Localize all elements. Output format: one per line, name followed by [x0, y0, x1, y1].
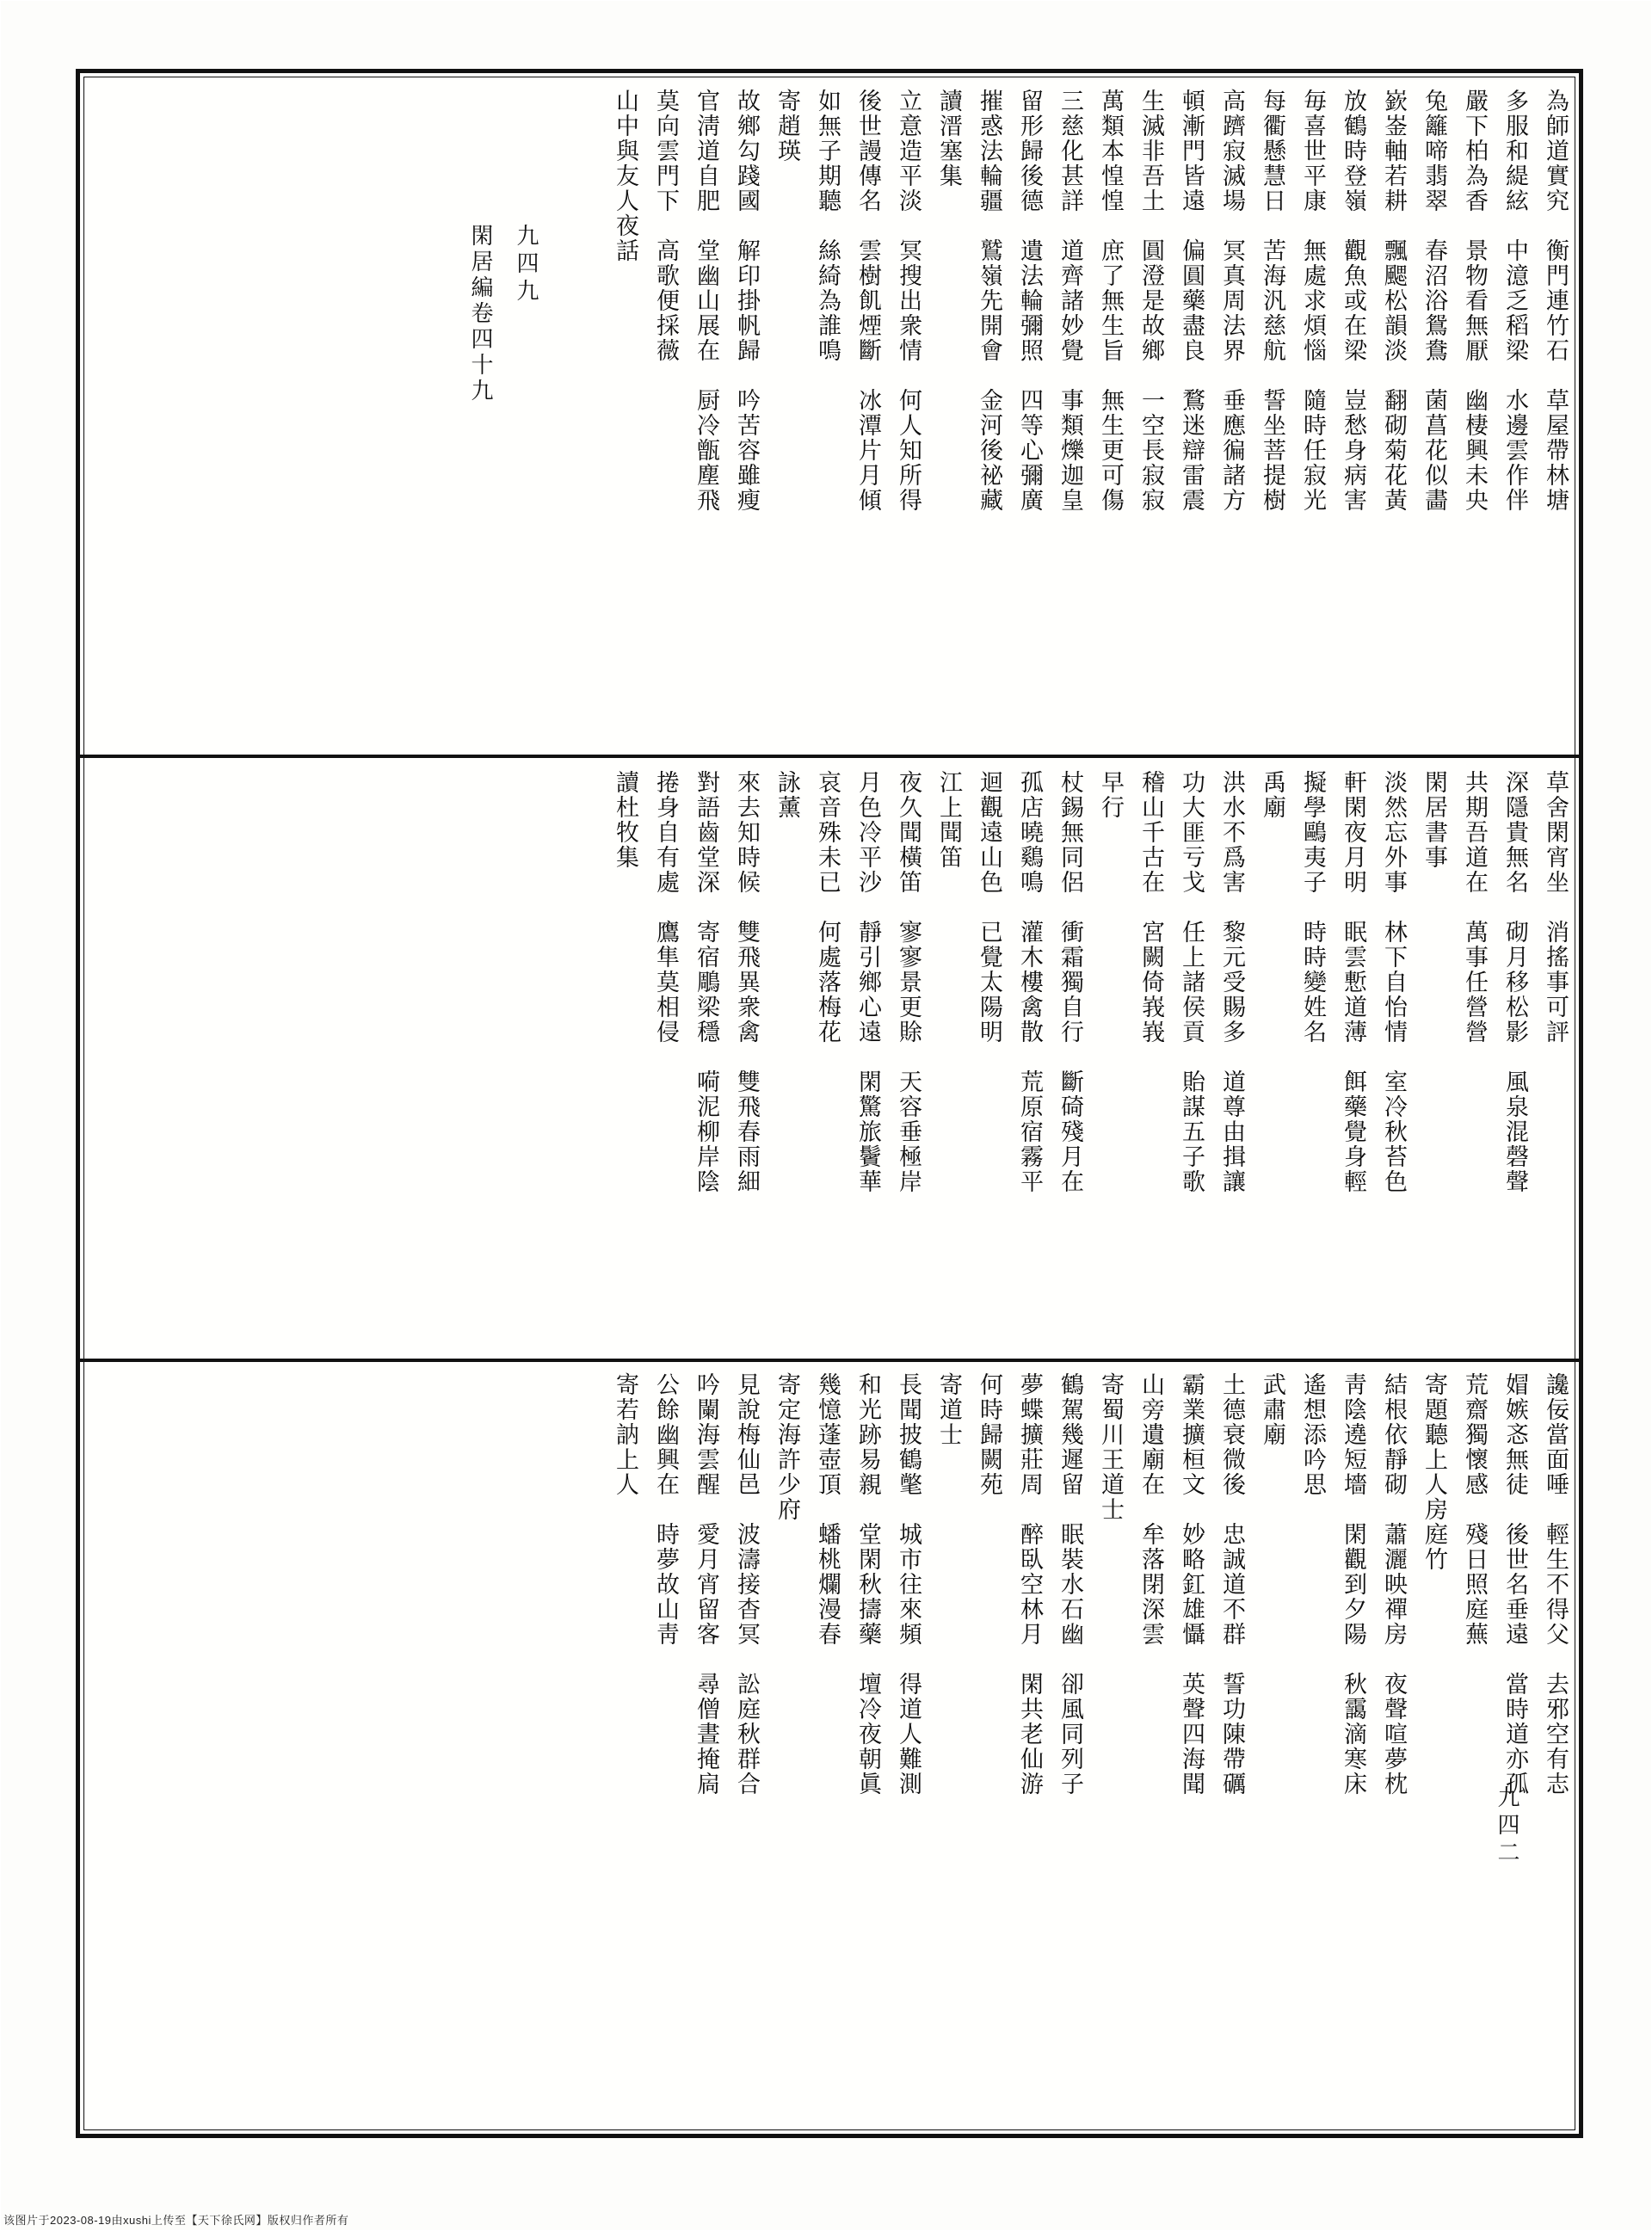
text-column: 毎喜世平康 無處求煩惱 隨時任寂光 — [1299, 89, 1326, 513]
register-1 — [80, 80, 1579, 751]
text-column: 嚴下柏為香 景物看無厭 幽棲興未央 — [1461, 89, 1488, 513]
page-number-bottom: 九四二 — [1494, 1785, 1519, 1868]
text-column: 杖錫無同侶 衝霜獨自行 斷碕殘月在 — [1057, 770, 1083, 1194]
text-column: 荒齋獨懷感 殘日照庭蕪 — [1461, 1372, 1488, 1697]
text-column: 和光跡易親 堂閑秋擣藥 壇冷夜朝眞 — [854, 1372, 881, 1797]
text-column: 鶴駕幾遲留 眠裝水石幽 卻風同列子 — [1057, 1372, 1083, 1797]
register-divider-2 — [80, 1359, 1579, 1362]
text-column: 孤店曉鷄鳴 灌木樓禽散 荒原宿霧平 — [1016, 770, 1043, 1194]
text-column: 月色冷平沙 靜引鄉心遠 閑驚旅鬢華 — [854, 770, 881, 1194]
text-column: 為師道實究 衡門連竹石 草屋帶林塘 — [1542, 89, 1569, 513]
text-column: 功大匪亏戈 任上諸侯貢 貽謀五子歌 — [1178, 770, 1205, 1194]
text-column: 寄定海許少府 — [774, 1372, 800, 1622]
text-column: 莫向雲門下 高歌便採薇 — [652, 89, 679, 413]
text-column: 洪水不爲害 黎元受賜多 道尊由揖讓 — [1218, 770, 1245, 1194]
text-column: 留形歸後德 遺法輪彌照 四等心彌廣 — [1016, 89, 1043, 513]
text-column: 立意造平淡 冥搜出衆情 何人知所得 — [895, 89, 922, 513]
text-column: 長聞披鶴氅 城市往來頻 得道人難測 — [895, 1372, 922, 1797]
text-column: 閑居書事 — [1421, 770, 1447, 995]
text-column: 媢嫉忞無徒 後世名垂遠 當時道亦孤 — [1501, 1372, 1528, 1797]
text-column: 頓漸門皆遠 偏圓藥盡良 鶩迷辯雷震 — [1178, 89, 1205, 513]
text-column: 嶔崟軸若耕 飄颸松韻淡 翻砌菊花黃 — [1380, 89, 1407, 513]
text-column: 讒佞當面唾 輕生不得父 去邪空有志 — [1542, 1372, 1569, 1797]
text-column: 萬類本惶惶 庶了無生旨 無生更可傷 — [1097, 89, 1124, 513]
text-column: 來去知時候 雙飛異衆禽 雙飛春雨細 — [733, 770, 760, 1194]
text-column: 共期吾道在 萬事任營營 — [1461, 770, 1488, 1094]
text-column: 霸業擴桓文 妙略釭雄懾 英聲四海聞 — [1178, 1372, 1205, 1797]
page-number-top: 九四九 — [513, 224, 539, 306]
register-3 — [80, 1364, 1579, 2121]
text-column: 見說梅仙邑 波濤接杳冥 訟庭秋群合 — [733, 1372, 760, 1797]
text-column: 三慈化甚詳 道齊諸妙覺 事類爍迦皇 — [1057, 89, 1083, 513]
text-column: 何時歸闕苑 — [976, 1372, 1002, 1597]
text-column: 吟闌海雲醒 愛月宵留客 尋僧晝掩扄 — [693, 1372, 719, 1797]
text-column: 結根依靜砌 蕭灑映禪房 夜聲喧夢枕 — [1380, 1372, 1407, 1797]
text-column: 寄蜀川王道士 — [1097, 1372, 1124, 1622]
text-column: 讀溍塞集 — [935, 89, 962, 338]
text-column: 官淸道自肥 堂幽山展在 厨冷甑塵飛 — [693, 89, 719, 513]
text-column: 迴觀遠山色 已覺太陽明 — [976, 770, 1002, 1094]
text-column: 生滅非吾土 圓澄是故鄉 一空長寂寂 — [1137, 89, 1164, 513]
upload-credit: 该图片于2023-08-19由xushi上传至【天下徐氏网】版权归作者所有 — [3, 2214, 349, 2227]
text-column: 山中與友人夜話 — [612, 89, 638, 263]
text-column: 早行 — [1097, 770, 1124, 970]
text-column: 兔籬啼翡翠 春沼浴鴛鴦 菌菖花似畵 — [1421, 89, 1447, 513]
text-column: 每衢懸慧日 苦海汎慈航 誓坐菩提樹 — [1259, 89, 1285, 513]
text-column: 寄若訥上人 — [612, 1372, 638, 1497]
text-column: 山旁遺廟在 牟落閉深雲 — [1137, 1372, 1164, 1697]
register-2 — [80, 761, 1579, 1355]
text-column: 對語齒堂深 寄宿鵰梁穩 嗬泥柳岸陰 — [693, 770, 719, 1194]
text-column: 放鶴時登嶺 觀魚或在梁 豈愁身病害 — [1340, 89, 1366, 513]
text-column: 深隱貴無名 砌月移松影 風泉混磬聲 — [1501, 770, 1528, 1194]
text-column: 摧惑法輪疆 鷲嶺先開會 金河後祕藏 — [976, 89, 1002, 513]
text-column: 多服和緹絃 中澺乏稻梁 水邊雲作伴 — [1501, 89, 1528, 513]
text-column: 遙想添吟思 — [1299, 1372, 1326, 1597]
text-column: 稽山千古在 宮闕倚峩峩 — [1137, 770, 1164, 1094]
text-column: 夢蝶擴莊周 醉臥空林月 閑共老仙游 — [1016, 1372, 1043, 1797]
text-column: 故鄉勾踐國 解印掛帆歸 吟苦容雖瘦 — [733, 89, 760, 513]
text-column: 讀杜牧集 — [612, 770, 638, 870]
register-divider-1 — [80, 755, 1579, 758]
text-column: 公餘幽興在 時夢故山靑 — [652, 1372, 679, 1697]
text-column: 捲身自有處 鷹隼莫相侵 — [652, 770, 679, 1094]
text-block-frame — [76, 69, 1583, 2138]
text-column: 擬學鷗夷子 時時變姓名 — [1299, 770, 1326, 1094]
book-title: 閑居編卷四十九 — [467, 224, 493, 404]
text-column: 詠薰 — [774, 770, 800, 970]
text-column: 後世謾傳名 雲樹飢煙斷 冰潭片月傾 — [854, 89, 881, 513]
text-column: 禹廟 — [1259, 770, 1285, 970]
text-column: 如無子期聽 絲綺為誰鳴 — [814, 89, 841, 413]
text-column: 哀音殊未已 何處落梅花 — [814, 770, 841, 1094]
text-column: 淡然忘外事 林下自怡情 室冷秋苔色 — [1380, 770, 1407, 1194]
text-column: 江上聞笛 — [935, 770, 962, 995]
text-column: 夜久聞橫笛 寥寥景更賖 天容垂極岸 — [895, 770, 922, 1194]
text-column: 高躋寂滅場 冥真周法界 垂應徧諸方 — [1218, 89, 1245, 513]
text-column: 幾憶蓬壺頂 蟠桃爛漫春 — [814, 1372, 841, 1697]
text-column: 土德衰微後 忠誠道不群 誓功陳帶礪 — [1218, 1372, 1245, 1797]
text-column: 武肅廟 — [1259, 1372, 1285, 1597]
text-column: 草舍閑宵坐 消搖事可評 — [1542, 770, 1569, 1094]
text-column: 靑陰遶短墻 閑觀到夕陽 秋靄滴寒床 — [1340, 1372, 1366, 1797]
text-column: 軒閑夜月明 眠雲慙道薄 餌藥覺身輕 — [1340, 770, 1366, 1194]
text-column: 寄趙瑛 — [774, 89, 800, 313]
text-column: 寄題聽上人房庭竹 — [1421, 1372, 1447, 1622]
text-column: 寄道士 — [935, 1372, 962, 1597]
